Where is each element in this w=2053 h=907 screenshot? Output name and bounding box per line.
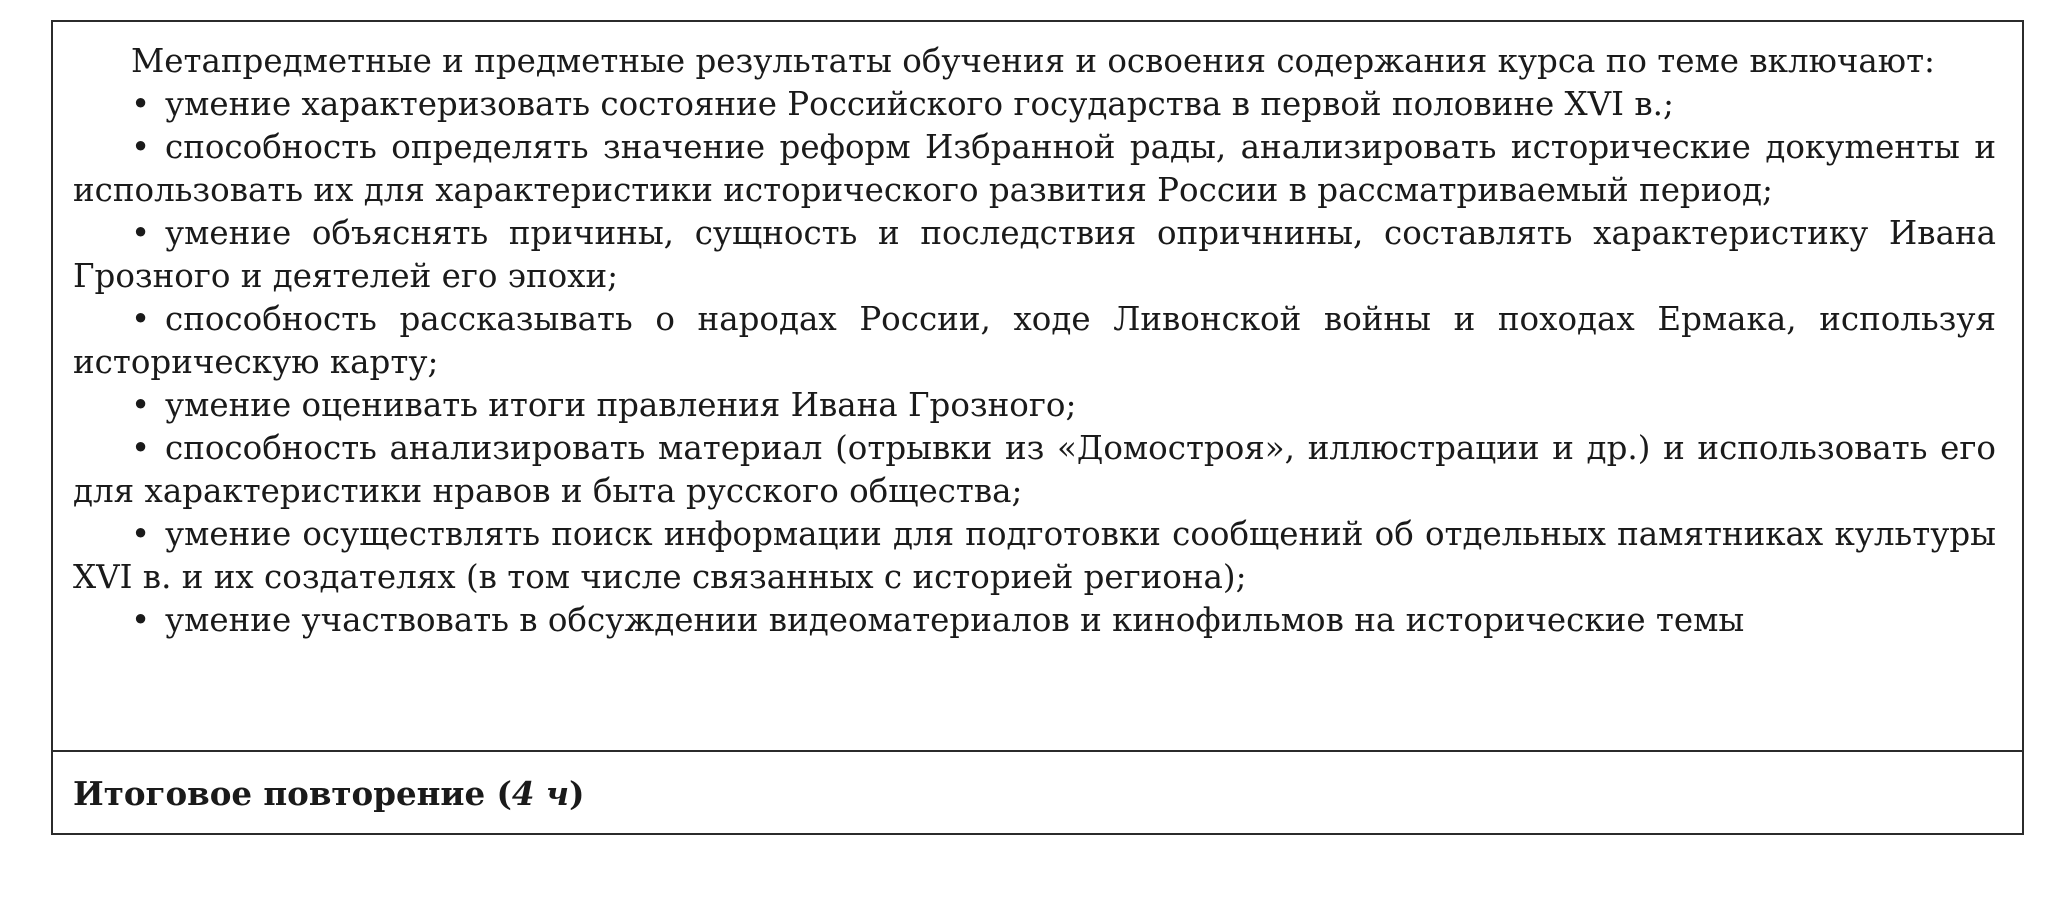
list-item-text: способность рассказывать о народах России, ходе Ливонской войны и походах Ермака, используя историческую карту; bbox=[73, 300, 1996, 381]
list-item bbox=[73, 427, 1996, 513]
list-item-text: умение характеризовать состояние Российского государства в первой половине XVI в.; bbox=[165, 85, 1674, 123]
list-item bbox=[73, 126, 1996, 212]
results-list bbox=[73, 83, 1996, 642]
list-item bbox=[73, 212, 1996, 298]
bullet-icon: • bbox=[131, 515, 151, 553]
results-intro: Метапредметные и предметные результаты обучения и освоения содержания курса по теме включают: bbox=[131, 42, 1936, 80]
bullet-icon: • bbox=[131, 429, 151, 467]
bullet-icon: • bbox=[131, 601, 151, 639]
final-review-open-paren: ( bbox=[485, 774, 512, 813]
list-item bbox=[73, 599, 1996, 642]
learning-results-cell bbox=[53, 22, 2022, 752]
list-item-text: умение осуществлять поиск информации для подготовки сообщений об отдельных памятниках культуры XVI в. и их создателях (в том числе связанных с историей региона); bbox=[73, 515, 1996, 596]
curriculum-table bbox=[51, 20, 2024, 835]
list-item-text: способность анализировать материал (отрывки из «Домостроя», иллюстрации и др.) и использовать его для характеристики нравов и быта русского общества; bbox=[73, 429, 1996, 510]
list-item-text: умение оценивать итоги правления Ивана Грозного; bbox=[165, 386, 1077, 424]
list-item-text: способность определять значение реформ Избранной рады, анализировать исторические докуmенты и использовать их для характеристики исторического развития России в рассматриваемый период; bbox=[73, 128, 1996, 209]
bullet-icon: • bbox=[131, 85, 151, 123]
bullet-icon: • bbox=[131, 300, 151, 338]
list-item-text: умение объяснять причины, сущность и последствия опричнины, составлять характеристику Ивана Грозного и деятелей его эпохи; bbox=[73, 214, 1996, 295]
final-review-cell bbox=[53, 752, 2022, 835]
list-item bbox=[73, 83, 1996, 126]
list-item bbox=[73, 384, 1996, 427]
final-review-title: Итоговое повторение bbox=[73, 774, 486, 813]
list-item-text: умение участвовать в обсуждении видеоматериалов и кинофильмов на исторические темы bbox=[165, 601, 1745, 639]
bullet-icon: • bbox=[131, 386, 151, 424]
bullet-icon: • bbox=[131, 128, 151, 166]
final-review-hours: 4 ч bbox=[511, 774, 570, 813]
list-item bbox=[73, 298, 1996, 384]
list-item bbox=[73, 513, 1996, 599]
final-review-close-paren: ) bbox=[569, 774, 585, 813]
bullet-icon: • bbox=[131, 214, 151, 252]
